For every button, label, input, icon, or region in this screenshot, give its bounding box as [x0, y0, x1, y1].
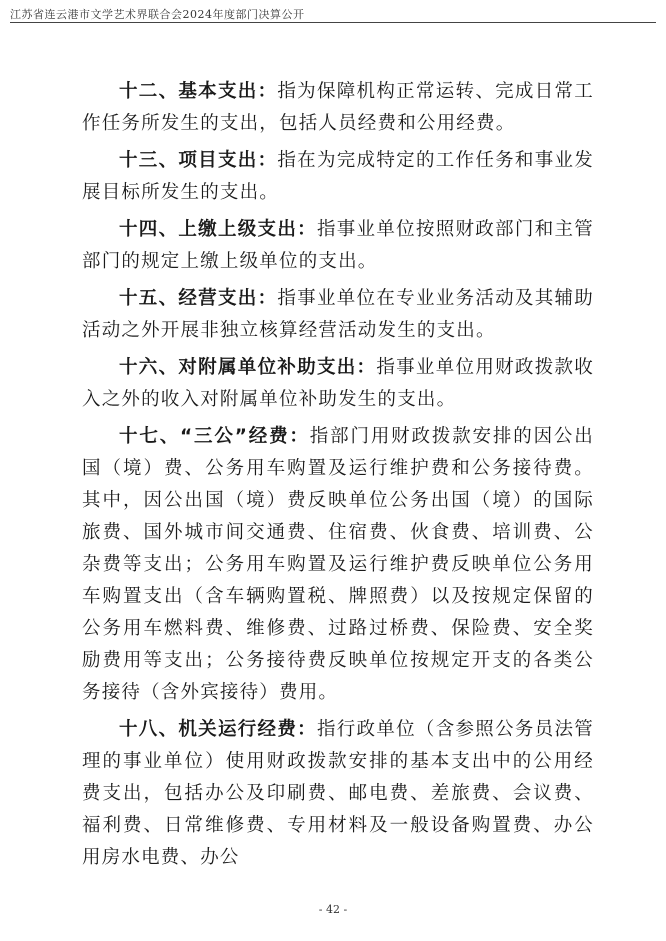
term-subsidiary-subsidy: 十六、对附属单位补助支出：: [119, 357, 377, 378]
term-remittance-to-superior: 十四、上缴上级支出：: [119, 219, 317, 240]
document-header: 江苏省连云港市文学艺术界联合会2024年度部门决算公开: [10, 8, 305, 21]
definition-basic-expenditure: 指为保障机构正常运转、完成日常工作任务所发生的支出，包括人员经费和公用经费。: [82, 81, 595, 134]
paragraph-agency-operating-expenses: [82, 714, 594, 874]
term-agency-operating-expenses: 十八、机关运行经费：: [119, 719, 317, 740]
term-operating-expenditure: 十五、经营支出：: [119, 288, 278, 309]
definition-agency-operating-expenses: 指行政单位（含参照公务员法管理的事业单位）使用财政拨款安排的基本支出中的公用经费支出，包括办公及印刷费、邮电费、差旅费、会议费、福利费、日常维修费、专用材料及一般设备购置费、办公用房水电费、办公: [82, 719, 594, 868]
paragraph-three-public-expenses: [82, 421, 594, 709]
paragraph-project-expenditure: [82, 145, 594, 209]
paragraph-basic-expenditure: [82, 76, 594, 140]
page-number: - 42 -: [318, 903, 348, 916]
definition-subsidiary-subsidy: 指事业单位用财政拨款收入之外的收入对附属单位补助发生的支出。: [82, 357, 594, 410]
document-body: [82, 76, 594, 879]
definition-operating-expenditure: 指事业单位在专业业务活动及其辅助活动之外开展非独立核算经营活动发生的支出。: [82, 288, 595, 341]
definition-project-expenditure: 指在为完成特定的工作任务和事业发展目标所发生的支出。: [82, 150, 595, 203]
paragraph-remittance-to-superior: [82, 214, 594, 278]
paragraph-subsidiary-subsidy: [82, 352, 594, 416]
term-basic-expenditure: 十二、基本支出：: [119, 81, 278, 102]
header-divider: [10, 22, 656, 23]
paragraph-operating-expenditure: [82, 283, 594, 347]
term-project-expenditure: 十三、项目支出：: [119, 150, 278, 171]
definition-three-public-expenses: 指部门用财政拨款安排的因公出国（境）费、公务用车购置及运行维护费和公务接待费。其中，因公出国（境）费反映单位公务出国（境）的国际旅费、国外城市间交通费、住宿费、伙食费、培训费、公杂费等支出；公务用车购置及运行维护费反映单位公务用车购置支出（含车辆购置税、牌照费）以及按规定保留的公务用车燃料费、维修费、过路过桥费、保险费、安全奖励费用等支出；公务接待费反映单位按规定开支的各类公务接待（含外宾接待）费用。: [82, 426, 594, 703]
term-three-public-expenses: 十七、“三公”经费：: [119, 426, 310, 447]
definition-remittance-to-superior: 指事业单位按照财政部门和主管部门的规定上缴上级单位的支出。: [82, 219, 594, 272]
